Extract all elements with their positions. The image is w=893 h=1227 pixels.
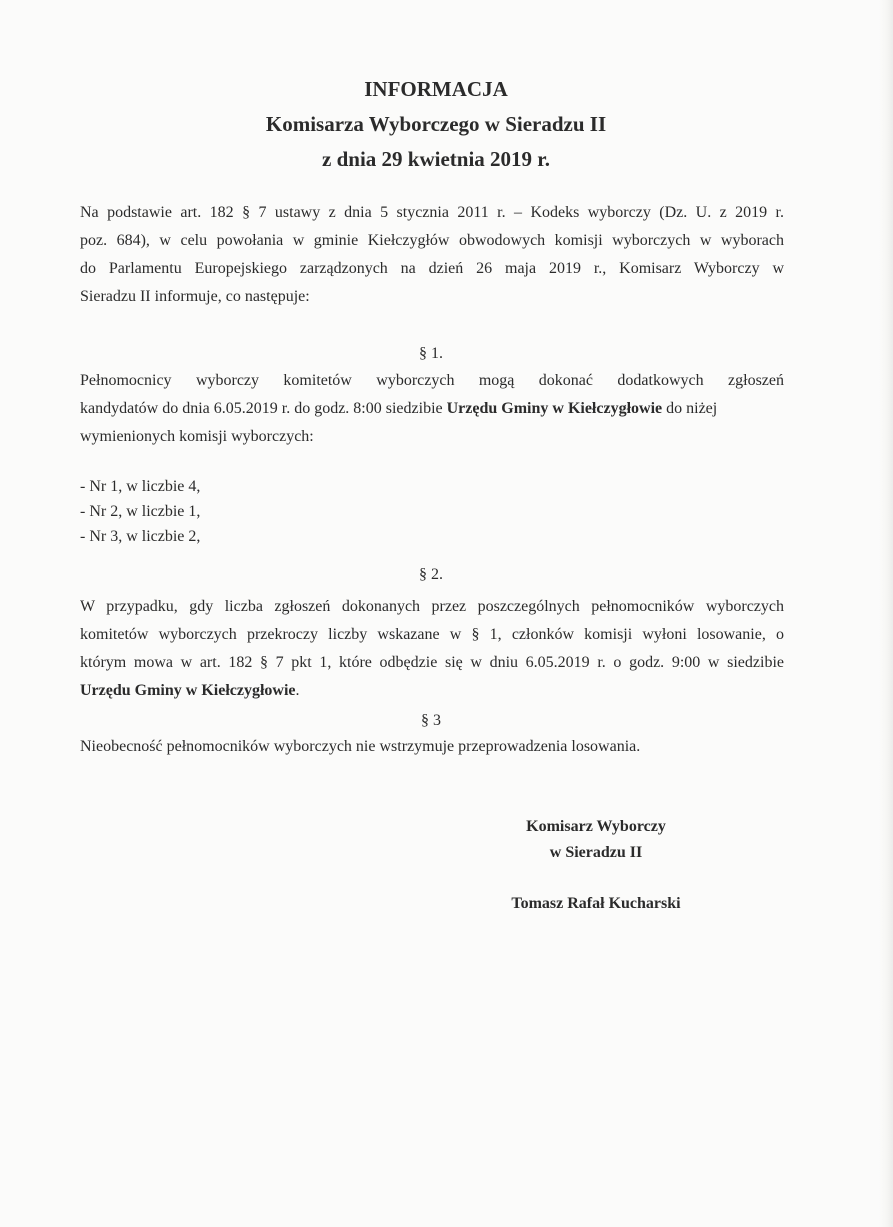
section-1-line-2-end: do niżej xyxy=(662,400,718,417)
section-3-mark: § 3 xyxy=(421,712,441,729)
signature-name: Tomasz Rafał Kucharski xyxy=(511,895,681,912)
section-2-line-4 xyxy=(80,677,300,705)
commission-item-2: - Nr 2, w liczbie 1, xyxy=(80,503,201,520)
section-1-line-1: Pełnomocnicy wyborczy komitetów wyborczych mogą dokonać dodatkowych zgłoszeń xyxy=(80,372,784,389)
section-2-line-4-end: . xyxy=(295,682,300,699)
section-1-line-3: wymienionych komisji wyborczych: xyxy=(80,428,314,445)
section-2-line-2: komitetów wyborczych przekroczy liczby wskazane w § 1, członków komisji wyłoni losowanie, o xyxy=(80,626,784,643)
intro-line-1: Na podstawie art. 182 § 7 ustawy z dnia 5 stycznia 2011 r. – Kodeks wyborczy (Dz. U. z 2019 r. xyxy=(80,204,784,221)
section-1-mark: § 1. xyxy=(419,345,443,362)
intro-line-2: poz. 684), w celu powołania w gminie Kiełczygłów obwodowych komisji wyborczych w wyborach xyxy=(80,232,784,249)
section-1-office-name: Urzędu Gminy w Kiełczygłowie xyxy=(446,400,663,417)
section-2-line-1: W przypadku, gdy liczba zgłoszeń dokonanych przez poszczególnych pełnomocników wyborczych xyxy=(80,598,784,615)
signature-place: w Sieradzu II xyxy=(549,844,643,861)
scan-edge-shadow xyxy=(879,0,893,1227)
section-3-text: Nieobecność pełnomocników wyborczych nie wstrzymuje przeprowadzenia losowania. xyxy=(80,738,641,755)
document-date: z dnia 29 kwietnia 2019 r. xyxy=(322,147,550,171)
document-issuer: Komisarza Wyborczego w Sieradzu II xyxy=(265,112,607,136)
section-1-line-2-text: kandydatów do dnia 6.05.2019 r. do godz. 8:00 siedzibie xyxy=(80,400,447,417)
section-2-line-3: którym mowa w art. 182 § 7 pkt 1, które odbędzie się w dniu 6.05.2019 r. o godz. 9:00 w siedzibie xyxy=(80,654,784,671)
intro-line-3: do Parlamentu Europejskiego zarządzonych na dzień 26 maja 2019 r., Komisarz Wyborczy w xyxy=(80,260,784,277)
document-title: INFORMACJA xyxy=(364,77,508,101)
commission-item-1: - Nr 1, w liczbie 4, xyxy=(80,478,201,495)
commission-item-3: - Nr 3, w liczbie 2, xyxy=(80,528,201,545)
section-2-mark: § 2. xyxy=(419,566,443,583)
section-2-office-name: Urzędu Gminy w Kiełczygłowie xyxy=(80,682,296,699)
section-1-line-2 xyxy=(80,395,717,423)
signature-role: Komisarz Wyborczy xyxy=(526,818,666,835)
intro-line-4: Sieradzu II informuje, co następuje: xyxy=(80,288,310,305)
